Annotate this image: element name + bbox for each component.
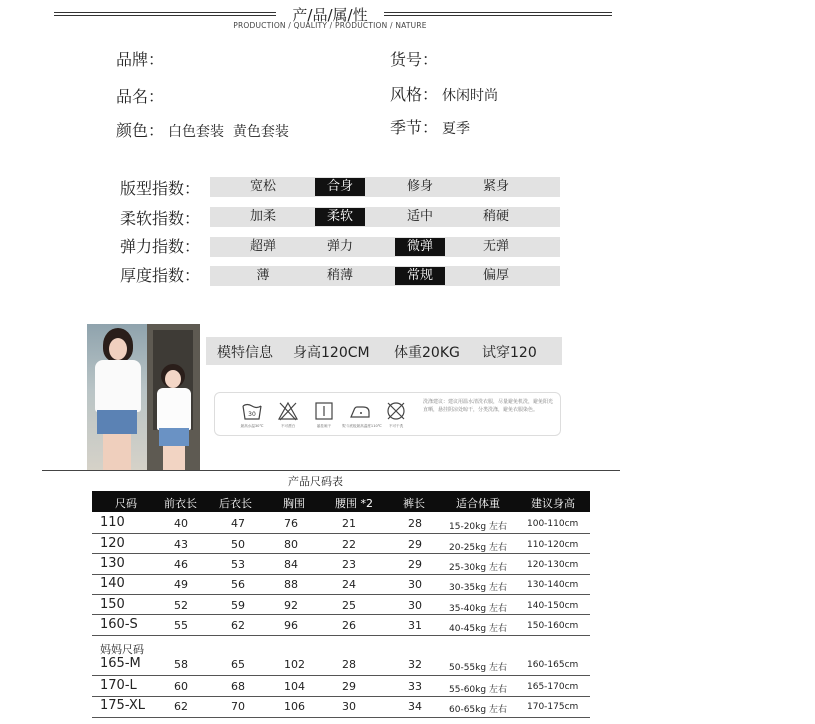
table-cell: 55-60kg 左右 bbox=[449, 685, 507, 695]
model-photo bbox=[87, 324, 200, 471]
index-option: 加柔 bbox=[249, 209, 276, 224]
care-caption: 最高水温30℃ bbox=[240, 424, 264, 428]
table-cell: 106 bbox=[284, 700, 305, 713]
attr-color-value: 白色套装 黄色套装 bbox=[168, 124, 289, 140]
attr-style-label: 风格： bbox=[390, 85, 439, 104]
attr-name bbox=[116, 84, 168, 107]
photo-kid-face bbox=[165, 370, 181, 388]
attr-brand-label: 品牌： bbox=[116, 50, 165, 69]
attr-item-no-label: 货号： bbox=[390, 50, 439, 69]
table-cell: 47 bbox=[231, 517, 245, 530]
table-cell: 60 bbox=[174, 680, 188, 693]
size-table-title: 产品尺码表 bbox=[288, 475, 343, 488]
table-cell: 49 bbox=[174, 578, 188, 591]
table-cell: 88 bbox=[284, 578, 298, 591]
table-header-cell: 尺码 bbox=[115, 497, 137, 510]
attr-color bbox=[116, 118, 289, 141]
index-bar bbox=[210, 237, 560, 257]
table-cell: 23 bbox=[342, 558, 356, 571]
table-cell-size: 150 bbox=[100, 597, 125, 612]
table-top-rule bbox=[42, 470, 620, 471]
no-bleach-icon bbox=[277, 400, 299, 422]
table-cell: 31 bbox=[408, 619, 422, 632]
table-row-divider bbox=[92, 553, 590, 554]
table-cell: 84 bbox=[284, 558, 298, 571]
table-cell: 120-130cm bbox=[527, 560, 579, 570]
table-cell: 46 bbox=[174, 558, 188, 571]
photo-kid-legs bbox=[163, 446, 185, 471]
attr-season bbox=[390, 115, 470, 138]
table-cell: 25-30kg 左右 bbox=[449, 563, 507, 573]
table-row-divider bbox=[92, 675, 590, 676]
table-cell-size: 165-M bbox=[100, 656, 141, 671]
table-cell: 80 bbox=[284, 538, 298, 551]
table-cell: 130-140cm bbox=[527, 580, 579, 590]
table-cell: 160-165cm bbox=[527, 660, 579, 670]
index-option: 弹力 bbox=[326, 239, 353, 254]
model-weight: 体重20KG bbox=[394, 345, 460, 361]
index-bar bbox=[210, 207, 560, 227]
index-option-selected: 柔软 bbox=[315, 208, 365, 226]
table-cell: 24 bbox=[342, 578, 356, 591]
table-cell: 30 bbox=[342, 700, 356, 713]
table-cell: 102 bbox=[284, 658, 305, 671]
table-header-cell: 适合体重 bbox=[456, 497, 500, 510]
table-row-divider bbox=[92, 574, 590, 575]
section-title: 产/品/属/性 bbox=[292, 6, 368, 24]
table-cell: 43 bbox=[174, 538, 188, 551]
index-label: 柔软指数： bbox=[120, 209, 201, 228]
table-cell: 34 bbox=[408, 700, 422, 713]
wash-temp-mark: 30 bbox=[248, 411, 256, 418]
index-bar bbox=[210, 266, 560, 286]
table-cell: 140-150cm bbox=[527, 601, 579, 611]
attr-color-label: 颜色： bbox=[116, 121, 165, 140]
table-header-cell: 腰围 *2 bbox=[335, 497, 373, 510]
table-cell-size: 110 bbox=[100, 515, 125, 530]
table-cell: 40 bbox=[174, 517, 188, 530]
table-row-divider bbox=[92, 594, 590, 595]
index-option: 稍硬 bbox=[482, 209, 509, 224]
index-option: 修身 bbox=[406, 179, 433, 194]
section-subtitle: PRODUCTION / QUALITY / PRODUCTION / NATURE bbox=[233, 21, 427, 30]
table-row-divider bbox=[92, 635, 590, 636]
model-height: 身高120CM bbox=[293, 345, 370, 361]
index-bar bbox=[210, 177, 560, 197]
table-cell: 62 bbox=[174, 700, 188, 713]
care-caption: 不可漂白 bbox=[280, 424, 296, 428]
table-cell: 62 bbox=[231, 619, 245, 632]
table-cell: 30 bbox=[408, 578, 422, 591]
table-cell: 35-40kg 左右 bbox=[449, 604, 507, 614]
hang-dry-icon bbox=[313, 400, 335, 422]
index-option: 紧身 bbox=[482, 179, 509, 194]
index-option: 薄 bbox=[256, 268, 270, 283]
table-cell: 29 bbox=[408, 538, 422, 551]
table-cell: 40-45kg 左右 bbox=[449, 624, 507, 634]
wash-30-icon bbox=[241, 400, 263, 422]
table-cell: 21 bbox=[342, 517, 356, 530]
table-cell: 104 bbox=[284, 680, 305, 693]
table-cell: 50 bbox=[231, 538, 245, 551]
table-cell: 96 bbox=[284, 619, 298, 632]
care-caption: 不可干洗 bbox=[388, 424, 404, 428]
care-caption: 熨斗底板最高温度110℃ bbox=[342, 424, 382, 428]
table-row-divider bbox=[92, 533, 590, 534]
table-cell-size: 160-S bbox=[100, 617, 138, 632]
table-cell: 28 bbox=[342, 658, 356, 671]
index-label: 弹力指数： bbox=[120, 237, 201, 256]
table-cell: 50-55kg 左右 bbox=[449, 663, 507, 673]
table-cell: 15-20kg 左右 bbox=[449, 522, 507, 532]
care-caption: 悬挂晾干 bbox=[316, 424, 332, 428]
table-cell: 53 bbox=[231, 558, 245, 571]
attr-item-no bbox=[390, 47, 442, 70]
table-cell: 60-65kg 左右 bbox=[449, 705, 507, 715]
photo-adult-face bbox=[109, 338, 127, 360]
table-cell: 110-120cm bbox=[527, 540, 579, 550]
table-row-divider bbox=[92, 614, 590, 615]
table-cell: 52 bbox=[174, 599, 188, 612]
index-label: 厚度指数： bbox=[120, 266, 201, 285]
index-option-selected: 微弹 bbox=[395, 238, 445, 256]
table-cell-size: 170-L bbox=[100, 678, 137, 693]
table-cell: 100-110cm bbox=[527, 519, 579, 529]
table-cell: 30-35kg 左右 bbox=[449, 583, 507, 593]
care-instructions bbox=[214, 392, 561, 436]
table-cell: 33 bbox=[408, 680, 422, 693]
table-header-cell: 胸围 bbox=[283, 497, 305, 510]
table-header-cell: 后衣长 bbox=[219, 497, 252, 510]
table-cell: 20-25kg 左右 bbox=[449, 543, 507, 553]
table-header-cell: 裤长 bbox=[403, 497, 425, 510]
table-cell-size: 175-XL bbox=[100, 698, 146, 713]
mom-size-label: 妈妈尺码 bbox=[100, 643, 144, 656]
table-cell: 70 bbox=[231, 700, 245, 713]
attr-style bbox=[390, 82, 498, 105]
table-cell: 56 bbox=[231, 578, 245, 591]
table-row-divider bbox=[92, 696, 590, 697]
table-cell: 65 bbox=[231, 658, 245, 671]
index-option: 无弹 bbox=[482, 239, 509, 254]
index-label: 版型指数： bbox=[120, 179, 201, 198]
table-cell: 76 bbox=[284, 517, 298, 530]
attr-name-label: 品名： bbox=[116, 87, 165, 106]
table-cell: 29 bbox=[342, 680, 356, 693]
table-header-cell: 建议身高 bbox=[531, 497, 575, 510]
attr-brand bbox=[116, 47, 168, 70]
index-option: 偏厚 bbox=[482, 268, 509, 283]
table-cell-size: 120 bbox=[100, 536, 125, 551]
table-cell-size: 130 bbox=[100, 556, 125, 571]
table-cell: 150-160cm bbox=[527, 621, 579, 631]
index-option-selected: 常规 bbox=[395, 267, 445, 285]
photo-adult-legs bbox=[103, 434, 131, 471]
table-row-divider bbox=[92, 717, 590, 718]
iron-low-icon bbox=[349, 400, 371, 422]
table-cell: 26 bbox=[342, 619, 356, 632]
attr-style-value: 休闲时尚 bbox=[442, 88, 499, 104]
table-cell: 28 bbox=[408, 517, 422, 530]
no-dryclean-icon bbox=[385, 400, 407, 422]
table-cell: 170-175cm bbox=[527, 702, 579, 712]
table-cell: 92 bbox=[284, 599, 298, 612]
model-info-label: 模特信息 bbox=[217, 345, 273, 361]
table-cell: 68 bbox=[231, 680, 245, 693]
index-option: 适中 bbox=[406, 209, 433, 224]
index-option: 稍薄 bbox=[326, 268, 353, 283]
table-header-cell: 前衣长 bbox=[164, 497, 197, 510]
index-option-selected: 合身 bbox=[315, 178, 365, 196]
table-cell: 59 bbox=[231, 599, 245, 612]
table-cell: 30 bbox=[408, 599, 422, 612]
table-cell: 58 bbox=[174, 658, 188, 671]
index-option: 超弹 bbox=[249, 239, 276, 254]
table-cell-size: 140 bbox=[100, 576, 125, 591]
photo-adult-shorts bbox=[97, 410, 137, 434]
photo-kid-shorts bbox=[159, 428, 189, 446]
table-cell: 55 bbox=[174, 619, 188, 632]
table-cell: 32 bbox=[408, 658, 422, 671]
attr-season-value: 夏季 bbox=[442, 121, 471, 137]
attr-season-label: 季节： bbox=[390, 118, 439, 137]
model-fit: 试穿120 bbox=[482, 345, 537, 361]
index-option: 宽松 bbox=[249, 179, 276, 194]
table-cell: 165-170cm bbox=[527, 682, 579, 692]
table-cell: 25 bbox=[342, 599, 356, 612]
photo-adult-shirt bbox=[95, 360, 141, 412]
care-note: 洗涤建议：建议用温水清洗衣服，尽量避免机洗，避免阳光直晒，悬挂阴凉处晾干，分类洗涤，避免衣服染色。 bbox=[423, 399, 554, 413]
photo-kid-shirt bbox=[157, 388, 191, 430]
table-cell: 29 bbox=[408, 558, 422, 571]
table-cell: 22 bbox=[342, 538, 356, 551]
